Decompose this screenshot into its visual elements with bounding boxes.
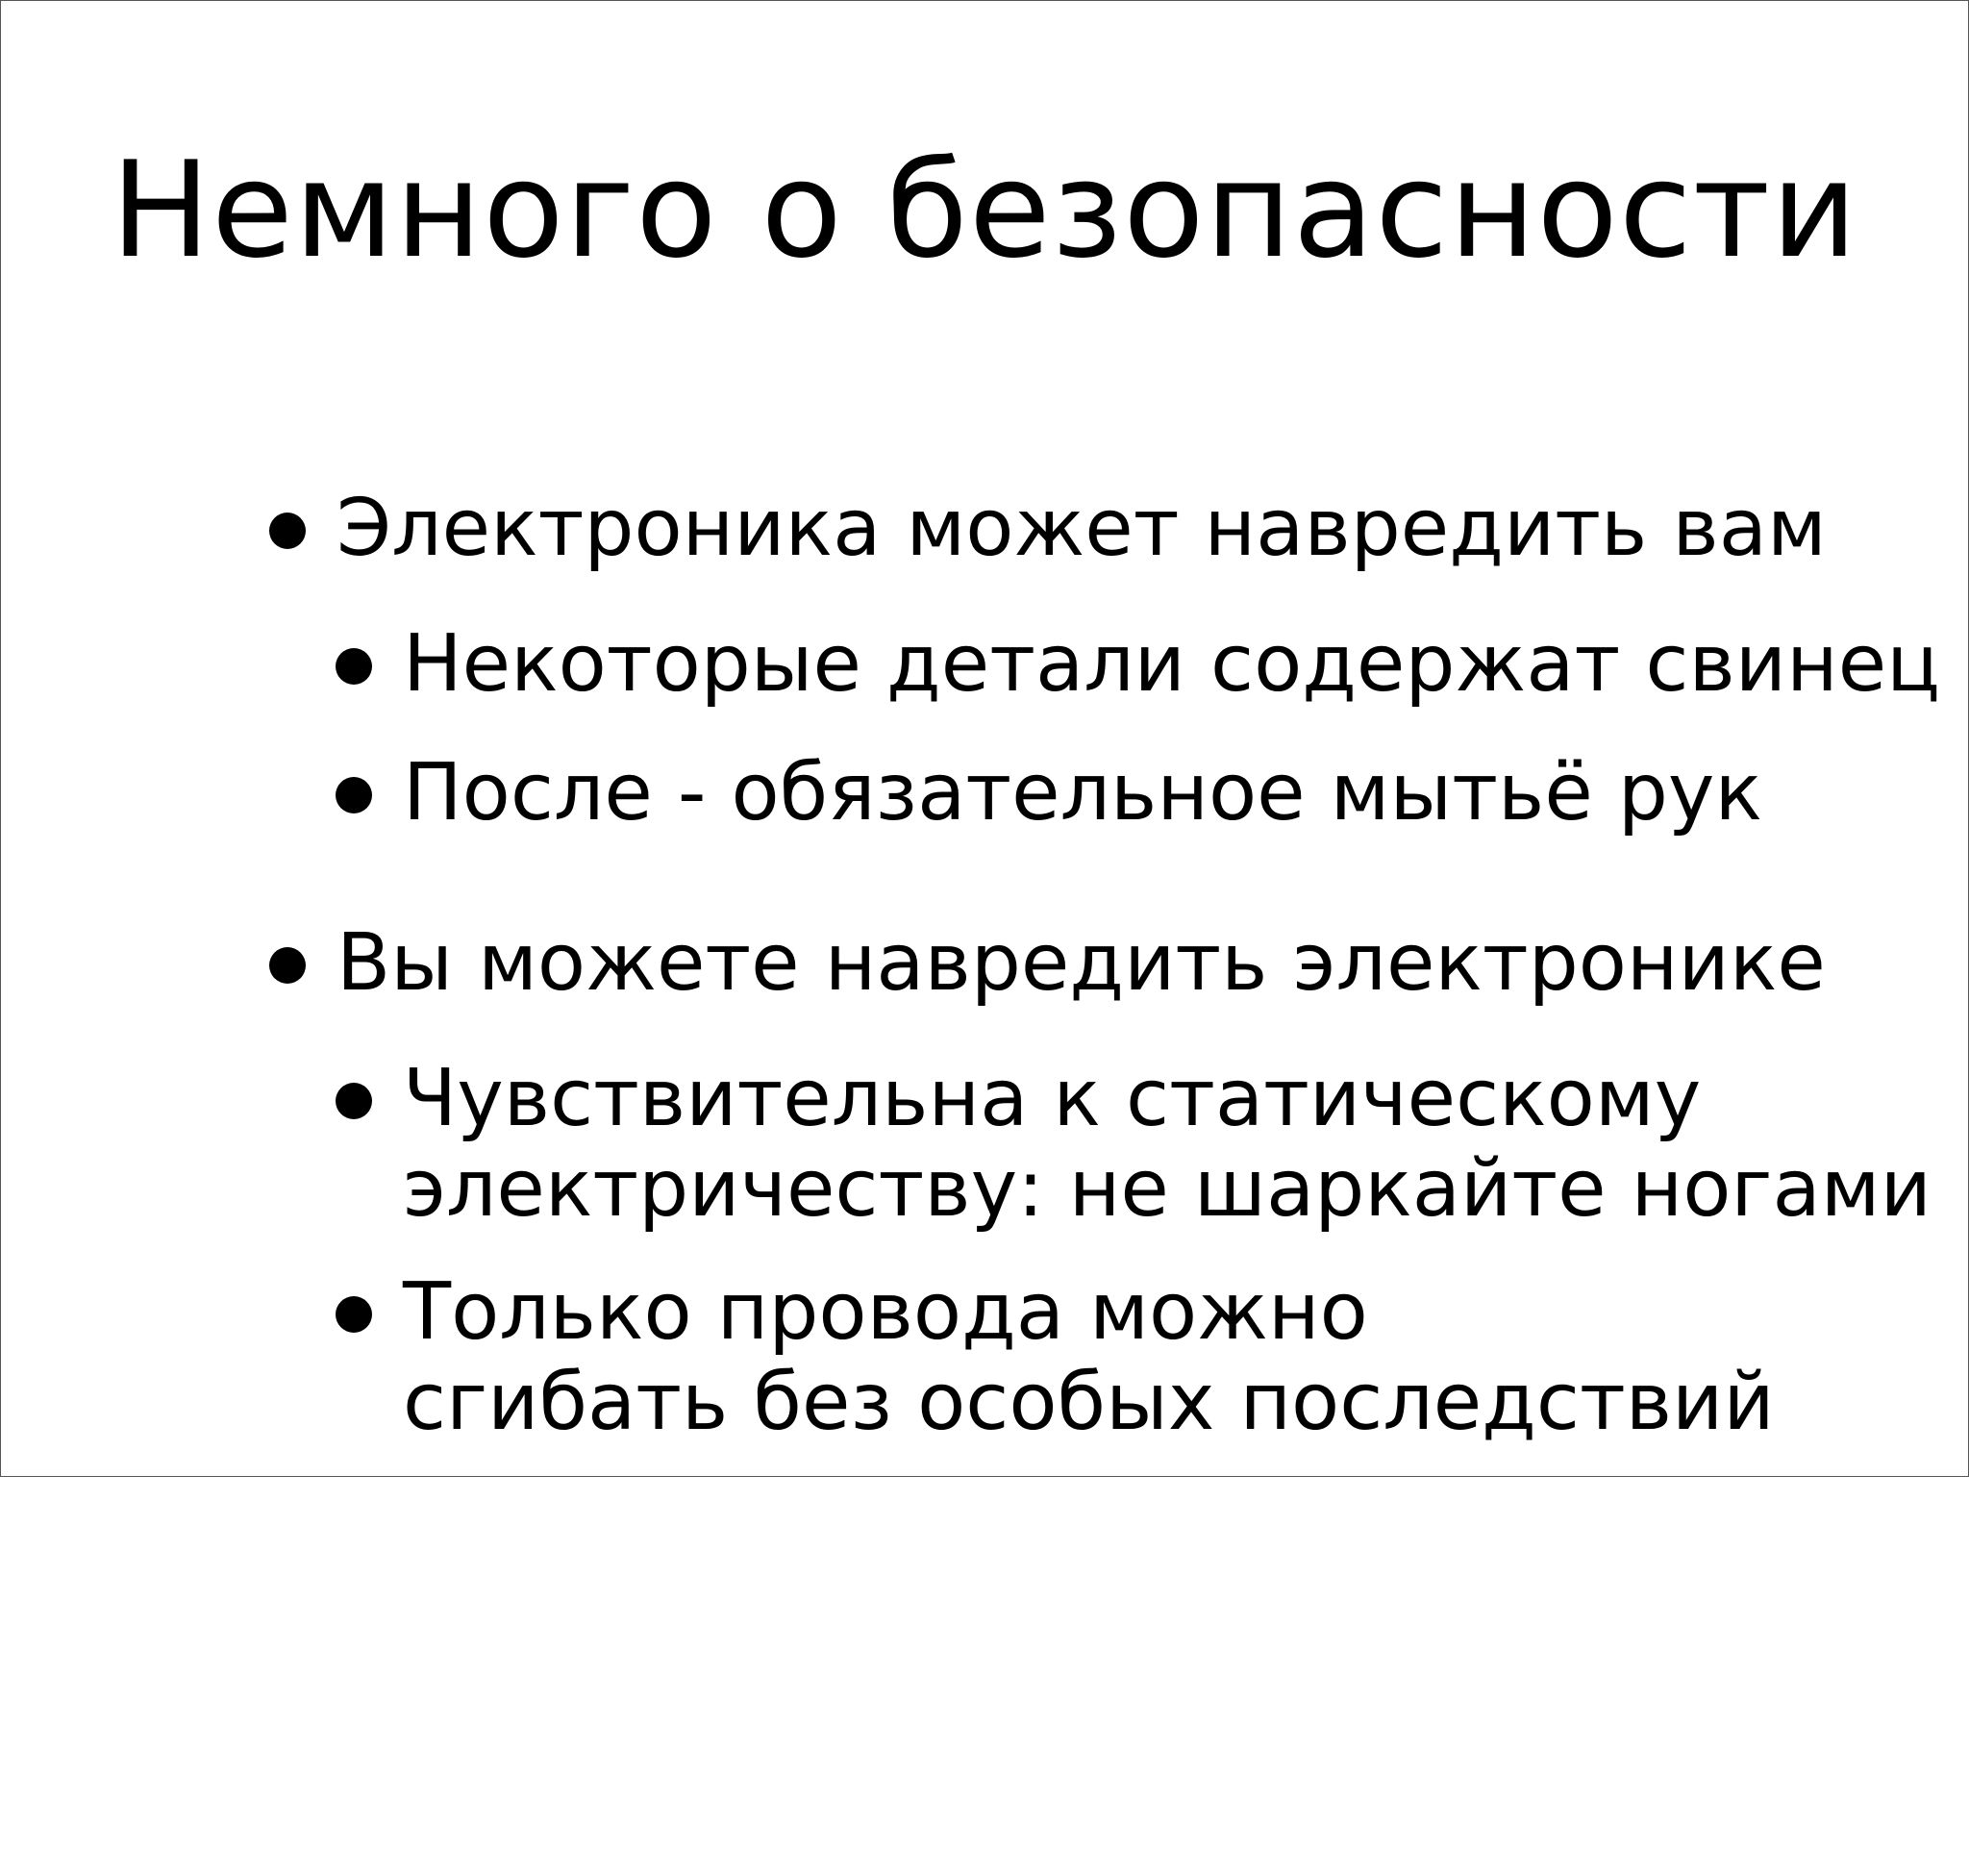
sub-bullet-dot	[336, 777, 372, 813]
bullet-item-2: Вы можете навредить электронике	[336, 917, 1826, 1009]
sub-bullet-item-1-2: После - обязательное мытьё рук	[403, 747, 1762, 838]
sub-bullet-dot	[336, 648, 372, 685]
sub-bullet-item-2-2-line-2: сгибать без особых последствий	[403, 1357, 1775, 1448]
sub-bullet-dot	[336, 1296, 372, 1333]
sub-bullet-item-2-1-line-1: Чувствительна к статическому	[403, 1053, 1702, 1144]
slide-title: Немного о безопасности	[111, 133, 1858, 288]
bullet-dot	[269, 947, 306, 984]
bullet-item-1: Электроника может навредить вам	[336, 483, 1827, 574]
sub-bullet-dot	[336, 1083, 372, 1119]
bullet-dot	[269, 513, 306, 549]
sub-bullet-item-2-1-line-2: электричеству: не шаркайте ногами	[403, 1143, 1932, 1235]
sub-bullet-item-2-2-line-1: Только провода можно	[403, 1266, 1368, 1358]
sub-bullet-item-1-1: Некоторые детали содержат свинец	[403, 618, 1940, 710]
